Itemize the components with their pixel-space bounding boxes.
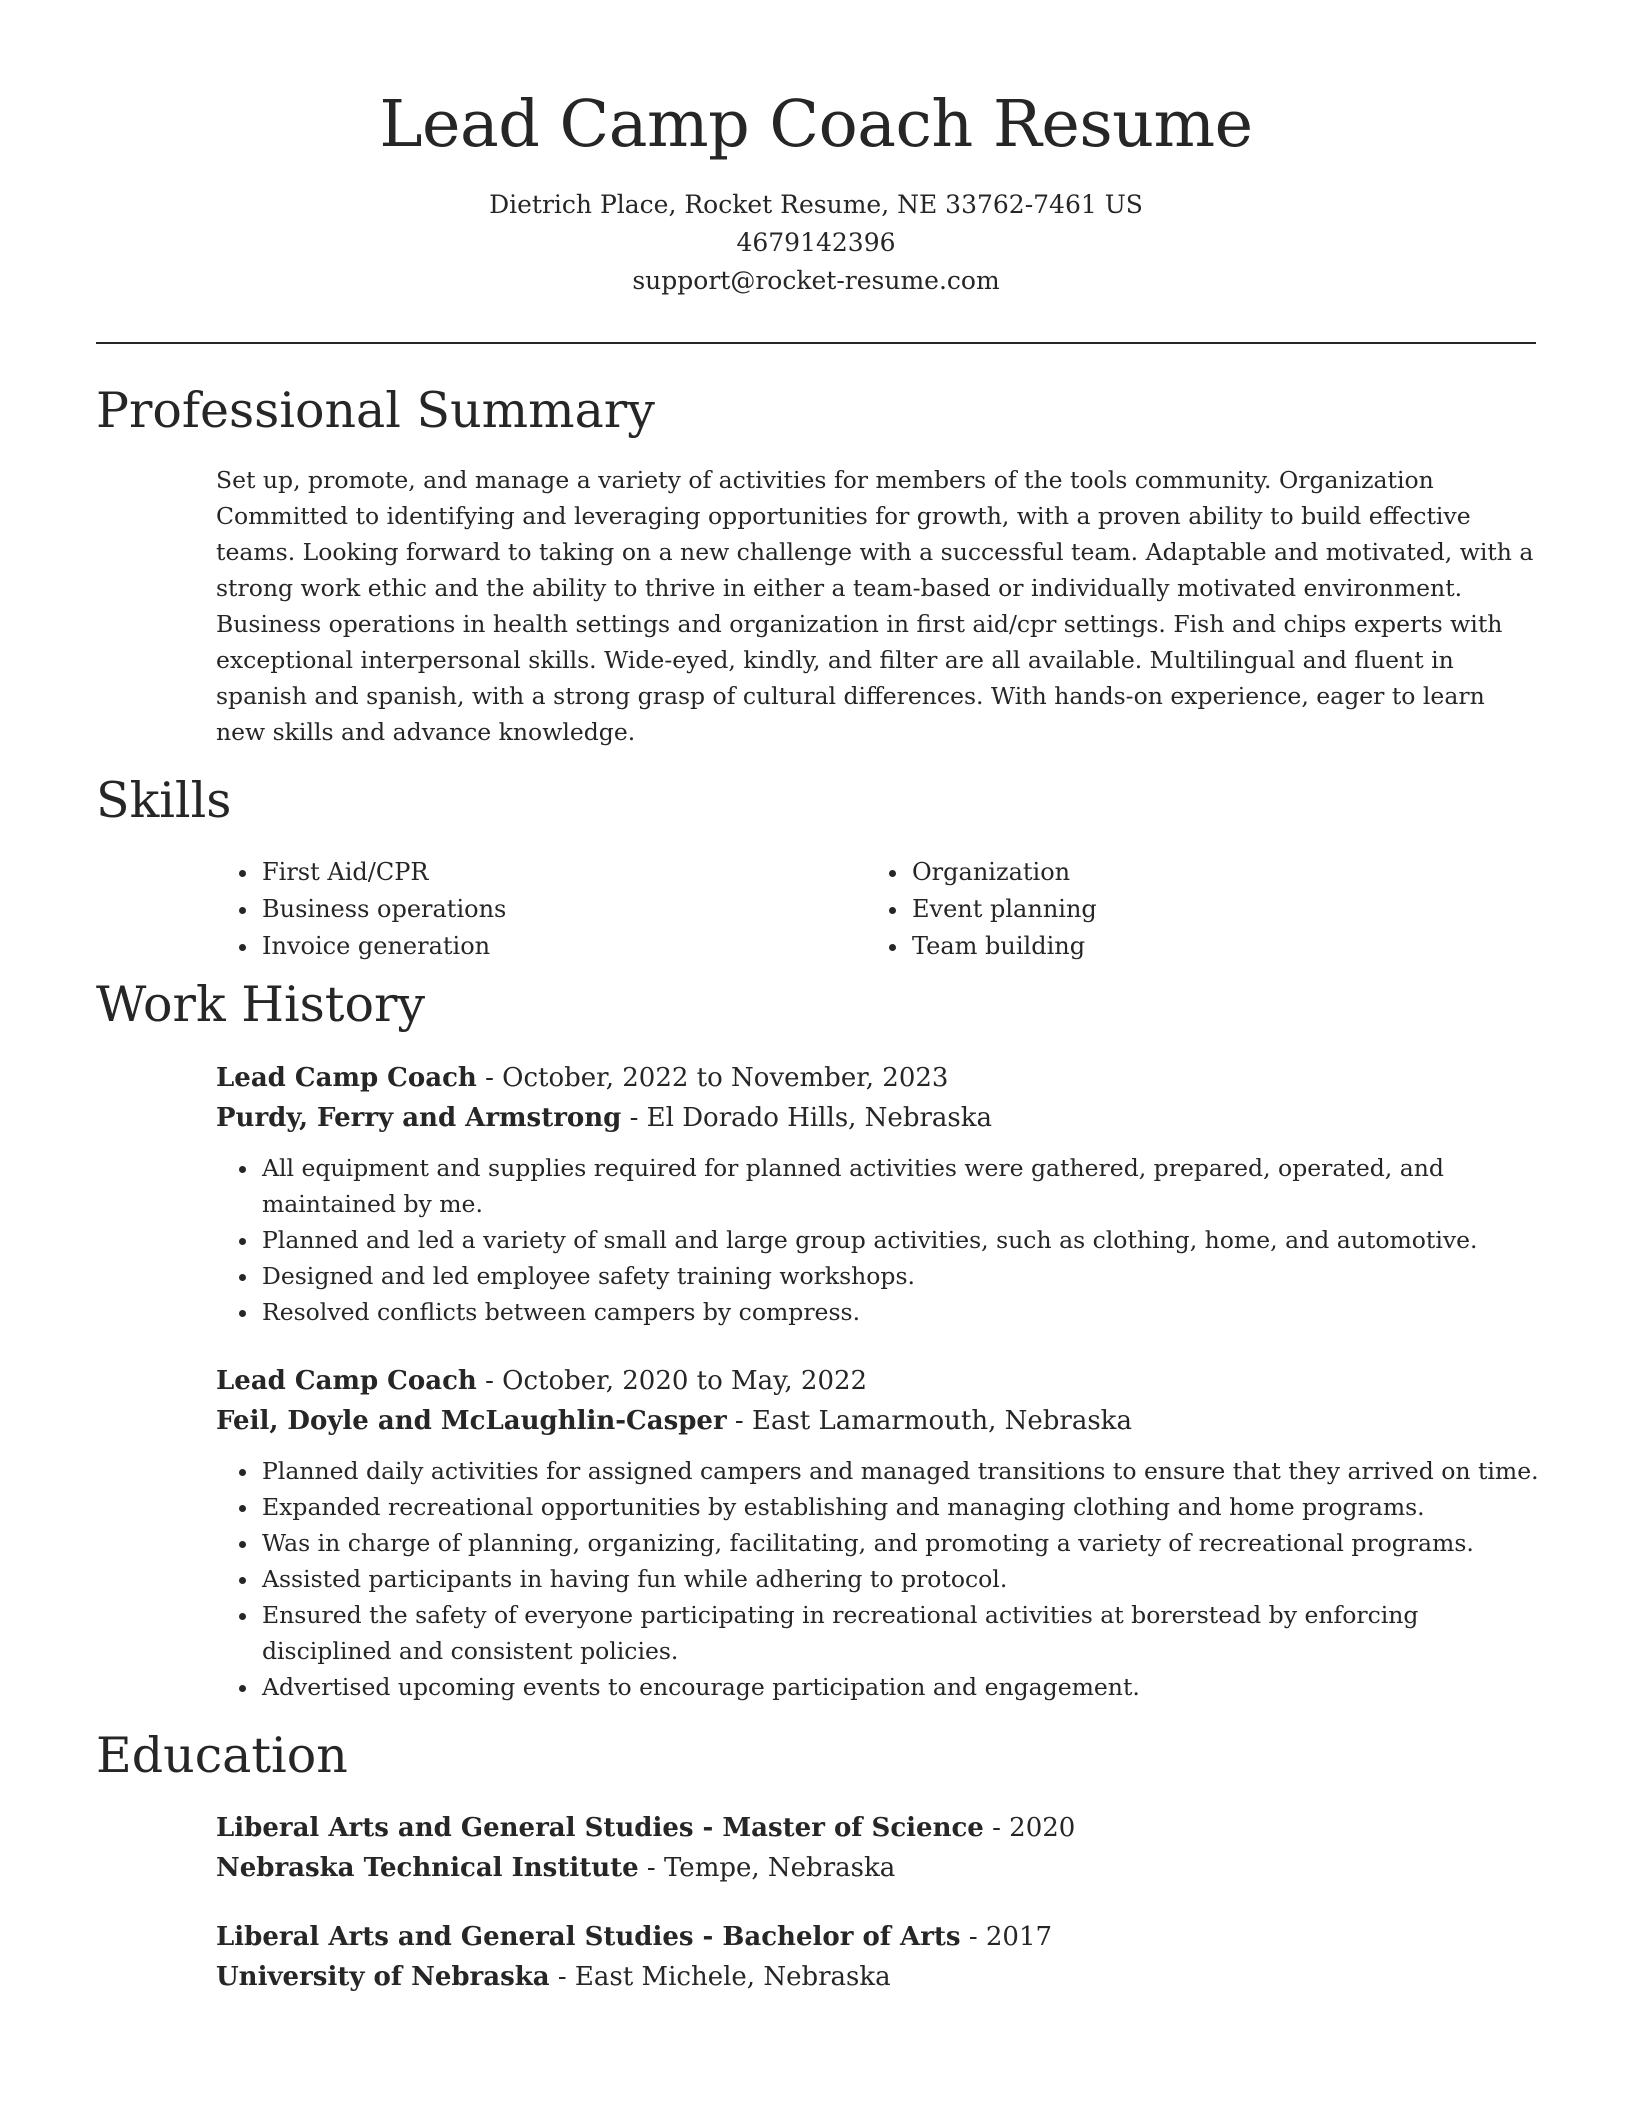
job-duty: • Resolved conflicts between campers by compress. [260, 1294, 1546, 1330]
skill-item: • Invoice generation [260, 928, 866, 965]
resume-title: Lead Camp Coach Resume [379, 87, 1253, 162]
skill-item: • Team building [910, 928, 1516, 965]
job-duty: • Expanded recreational opportunities by establishing and managing clothing and home programs. [260, 1489, 1546, 1525]
skills-column-right [866, 854, 1516, 965]
education-location: - East Michele, Nebraska [549, 1962, 891, 1992]
job-location: - El Dorado Hills, Nebraska [621, 1103, 992, 1133]
education-field: Liberal Arts and General Studies [216, 1813, 694, 1843]
job-title: Lead Camp Coach [216, 1063, 477, 1093]
job-duty: • All equipment and supplies required for planned activities were gathered, prepared, operated, and maintained by me. [260, 1150, 1546, 1222]
job-title-line [216, 1361, 1546, 1401]
education-field: Liberal Arts and General Studies [216, 1922, 694, 1952]
job-dates: - October, 2022 to November, 2023 [476, 1063, 949, 1093]
education-location: - Tempe, Nebraska [638, 1853, 896, 1883]
education-year: - 2020 [983, 1813, 1076, 1843]
education-entry [216, 1808, 1546, 1888]
job-company-line [216, 1401, 1546, 1441]
job-entry [216, 1361, 1546, 1705]
job-duties [216, 1453, 1546, 1705]
education-school-line [216, 1848, 1546, 1888]
education-school: University of Nebraska [216, 1962, 550, 1992]
contact-address: Dietrich Place, Rocket Resume, NE 33762-7461 US [489, 190, 1143, 219]
header-divider [96, 342, 1536, 344]
job-title: Lead Camp Coach [216, 1366, 477, 1396]
education-degree-line [216, 1808, 1546, 1848]
skill-item: • First Aid/CPR [260, 854, 866, 891]
job-duty: • Was in charge of planning, organizing, facilitating, and promoting a variety of recreational programs. [260, 1525, 1546, 1561]
job-duties [216, 1150, 1546, 1330]
skill-item: • Organization [910, 854, 1516, 891]
contact-phone: 4679142396 [736, 228, 896, 257]
contact-email: support@rocket-resume.com [632, 266, 1000, 295]
job-dates: - October, 2020 to May, 2022 [476, 1366, 868, 1396]
education-school: Nebraska Technical Institute [216, 1853, 639, 1883]
skills-heading: Skills [96, 772, 232, 829]
education-degree: - Master of Science [693, 1813, 984, 1843]
skill-item: • Business operations [260, 891, 866, 928]
education-year: - 2017 [960, 1922, 1053, 1952]
education-degree-line [216, 1917, 1546, 1957]
education-school-line [216, 1957, 1546, 1997]
job-duty: • Advertised upcoming events to encourage participation and engagement. [260, 1669, 1546, 1705]
job-duty: • Planned daily activities for assigned campers and managed transitions to ensure that they arrived on time. [260, 1453, 1546, 1489]
job-duty: • Ensured the safety of everyone participating in recreational activities at borerstead by enforcing disciplined and consistent policies. [260, 1597, 1546, 1669]
skills-list [216, 854, 1536, 965]
education-degree: - Bachelor of Arts [693, 1922, 961, 1952]
job-entry [216, 1058, 1546, 1330]
education-entry [216, 1917, 1546, 1997]
skills-column-left [216, 854, 866, 965]
resume-header [0, 0, 1632, 300]
summary-text: Set up, promote, and manage a variety of activities for members of the tools community. Organization Committed to identifying and leveraging opportunities for growth, with a proven ability to build effective teams. Looking forward to taking on a new challenge with a successful team. Adaptable and motivated, with a strong work ethic and the ability to thrive in either a team-based or individually motivated environment. Business operations in health settings and organization in first aid/cpr settings. Fish and chips experts with exceptional interpersonal skills. Wide-eyed, kindly, and filter are all available. Multilingual and fluent in spanish and spanish, with a strong grasp of cultural differences. With hands-on experience, eager to learn new skills and advance knowledge. [216, 466, 1534, 746]
skill-item: • Event planning [910, 891, 1516, 928]
job-duty: • Designed and led employee safety training workshops. [260, 1258, 1546, 1294]
job-duty: • Assisted participants in having fun while adhering to protocol. [260, 1561, 1546, 1597]
job-company: Feil, Doyle and McLaughlin-Casper [216, 1406, 727, 1436]
contact-info [0, 186, 1632, 300]
work-history-heading: Work History [96, 976, 426, 1033]
education-heading: Education [96, 1727, 348, 1784]
job-title-line [216, 1058, 1546, 1098]
job-location: - East Lamarmouth, Nebraska [726, 1406, 1132, 1436]
job-company-line [216, 1098, 1546, 1138]
summary-heading: Professional Summary [96, 382, 655, 439]
job-duty: • Planned and led a variety of small and large group activities, such as clothing, home, and automotive. [260, 1222, 1546, 1258]
job-company: Purdy, Ferry and Armstrong [216, 1103, 622, 1133]
